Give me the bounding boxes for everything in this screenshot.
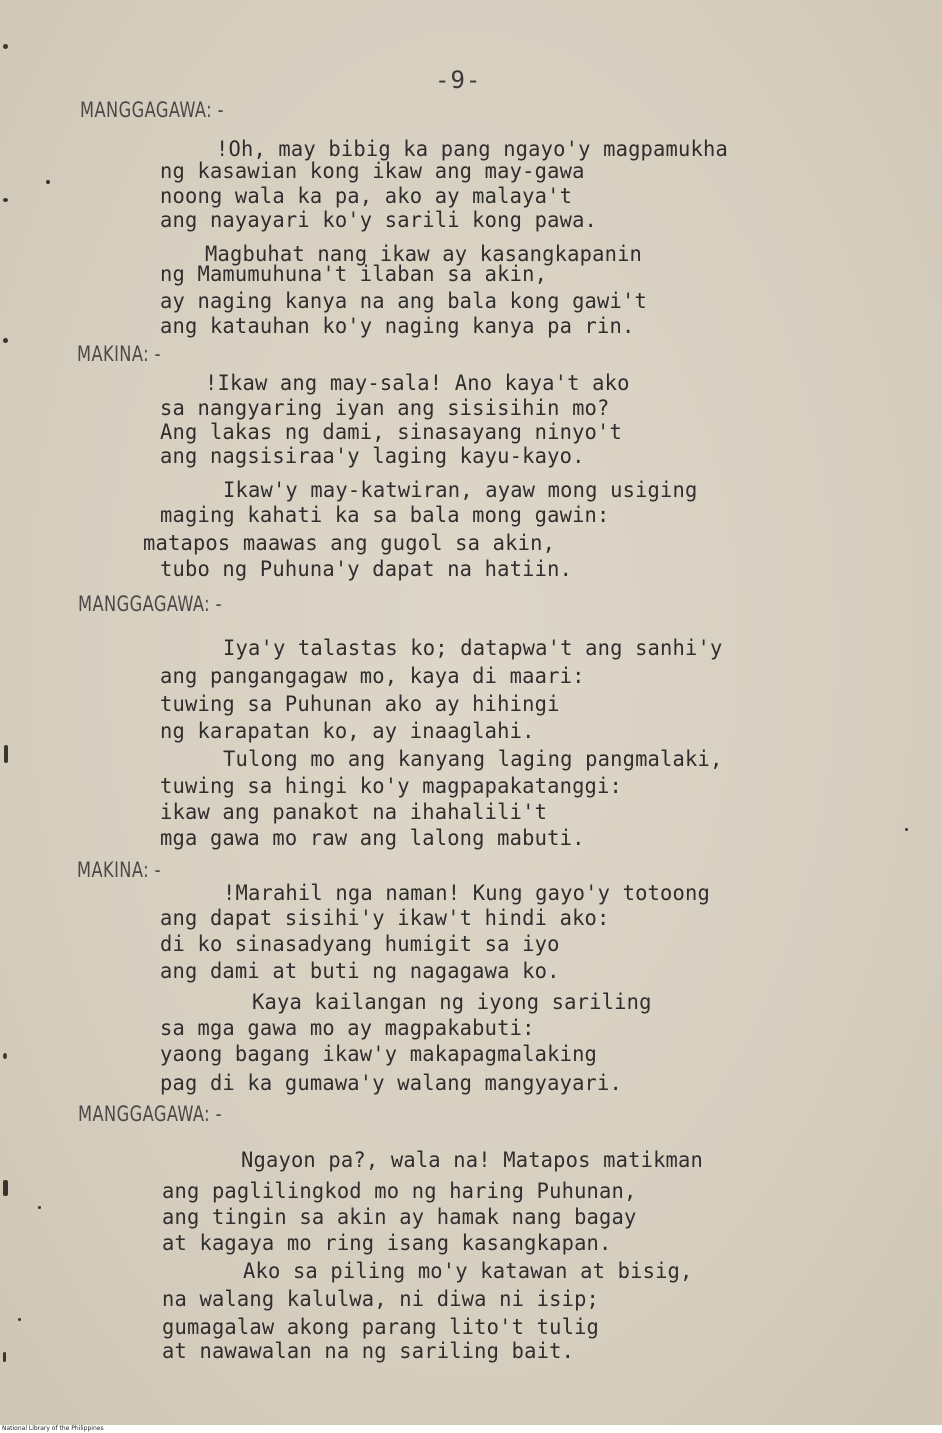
- page-number: -9-: [435, 66, 482, 94]
- verse-line: !Ikaw ang may-sala! Ano kaya't ako: [205, 371, 630, 396]
- verse-line: mga gawa mo raw ang lalong mabuti.: [160, 826, 585, 851]
- verse-line: ng kasawian kong ikaw ang may-gawa: [160, 159, 585, 184]
- verse-line: !Marahil nga naman! Kung gayo'y totoong: [223, 881, 710, 906]
- verse-line: matapos maawas ang gugol sa akin,: [143, 531, 556, 556]
- scan-speck: [905, 828, 908, 831]
- speaker-label: MANGGAGAWA: -: [78, 1102, 222, 1126]
- verse-line: ang paglilingkod mo ng haring Puhunan,: [162, 1179, 637, 1204]
- scan-speck: [3, 1352, 6, 1362]
- verse-line: noong wala ka pa, ako ay malaya't: [160, 184, 573, 209]
- scan-speck: [46, 180, 50, 184]
- speaker-label: MAKINA: -: [77, 858, 161, 882]
- verse-line: at nawawalan na ng sariling bait.: [162, 1339, 575, 1364]
- verse-line: Ako sa piling mo'y katawan at bisig,: [243, 1259, 693, 1284]
- verse-line: Magbuhat nang ikaw ay kasangkapanin: [205, 242, 643, 267]
- verse-line: tuwing sa Puhunan ako ay hihingi: [160, 692, 560, 717]
- verse-line: Ngayon pa?, wala na! Matapos matikman: [241, 1148, 704, 1173]
- verse-line: ang tingin sa akin ay hamak nang bagay: [162, 1205, 637, 1230]
- speaker-label: MAKINA: -: [77, 342, 161, 366]
- verse-line: maging kahati ka sa bala mong gawin:: [160, 503, 610, 528]
- verse-line: at kagaya mo ring isang kasangkapan.: [162, 1231, 612, 1256]
- verse-line: yaong bagang ikaw'y makapagmalaking: [160, 1042, 598, 1067]
- footer-credit: National Library of the Philippines: [0, 1425, 942, 1433]
- scan-speck: [3, 198, 8, 202]
- verse-line: na walang kalulwa, ni diwa ni isip;: [162, 1287, 600, 1312]
- scan-speck: [18, 1318, 21, 1321]
- scan-speck: [4, 745, 8, 763]
- verse-line: !Oh, may bibig ka pang ngayo'y magpamukha: [216, 137, 728, 162]
- verse-line: pag di ka gumawa'y walang mangyayari.: [160, 1071, 623, 1096]
- verse-line: Tulong mo ang kanyang laging pangmalaki,: [223, 747, 723, 772]
- verse-line: sa mga gawa mo ay magpakabuti:: [160, 1016, 535, 1041]
- verse-line: ang nagsisiraa'y laging kayu-kayo.: [160, 444, 585, 469]
- verse-line: tubo ng Puhuna'y dapat na hatiin.: [160, 557, 573, 582]
- verse-line: ikaw ang panakot na ihahalili't: [160, 800, 548, 825]
- verse-line: ang pangangagaw mo, kaya di maari:: [160, 664, 585, 689]
- verse-line: Ang lakas ng dami, sinasayang ninyo't: [160, 420, 623, 445]
- verse-line: ang dami at buti ng nagagawa ko.: [160, 959, 560, 984]
- verse-line: Ikaw'y may-katwiran, ayaw mong usiging: [223, 478, 698, 503]
- scan-speck: [3, 1053, 7, 1059]
- verse-line: ang dapat sisihi'y ikaw't hindi ako:: [160, 906, 610, 931]
- verse-line: Iya'y talastas ko; datapwa't ang sanhi'y: [223, 636, 723, 661]
- speaker-label: MANGGAGAWA: -: [78, 592, 222, 616]
- verse-line: ng Mamumuhuna't ilaban sa akin,: [160, 262, 548, 287]
- scan-speck: [3, 1180, 8, 1196]
- verse-line: tuwing sa hingi ko'y magpapakatanggi:: [160, 774, 623, 799]
- verse-line: Kaya kailangan ng iyong sariling: [252, 990, 652, 1015]
- verse-line: gumagalaw akong parang lito't tulig: [162, 1315, 600, 1340]
- verse-line: ay naging kanya na ang bala kong gawi't: [160, 289, 647, 314]
- scan-speck: [38, 1206, 41, 1209]
- speaker-label: MANGGAGAWA: -: [80, 98, 224, 122]
- verse-line: ang nayayari ko'y sarili kong pawa.: [160, 208, 598, 233]
- verse-line: di ko sinasadyang humigit sa iyo: [160, 932, 560, 957]
- verse-line: ang katauhan ko'y naging kanya pa rin.: [160, 314, 635, 339]
- scan-speck: [3, 338, 8, 343]
- scan-speck: [3, 44, 8, 49]
- verse-line: ng karapatan ko, ay inaaglahi.: [160, 719, 535, 744]
- verse-line: sa nangyaring iyan ang sisisihin mo?: [160, 396, 610, 421]
